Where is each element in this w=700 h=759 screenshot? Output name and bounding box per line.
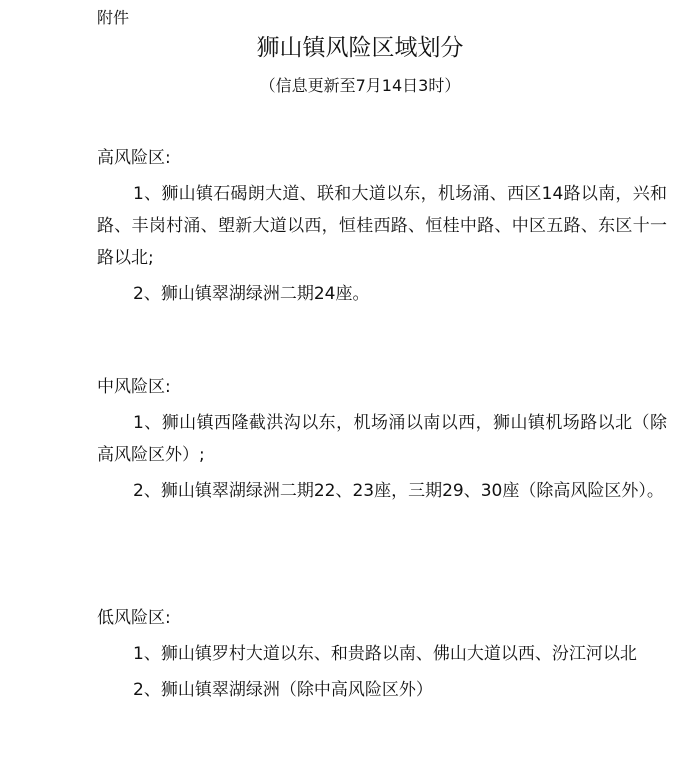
medium-risk-heading: 中风险区: <box>97 377 171 397</box>
attachment-label: 附件 <box>97 8 130 27</box>
low-risk-heading: 低风险区: <box>97 608 171 628</box>
low-risk-item-1: 1、狮山镇罗村大道以东、和贵路以南、佛山大道以西、汾江河以北 <box>133 644 637 664</box>
medium-risk-item-2: 2、狮山镇翠湖绿洲二期22、23座，三期29、30座（除高风险区外）。 <box>133 481 664 501</box>
update-time-subtitle: （信息更新至7月14日3时） <box>259 76 461 95</box>
low-risk-item-2: 2、狮山镇翠湖绿洲（除中高风险区外） <box>133 680 433 700</box>
high-risk-item-2: 2、狮山镇翠湖绿洲二期24座。 <box>133 284 370 304</box>
medium-risk-item-1: 1、狮山镇西隆截洪沟以东，机场涌以南以西，狮山镇机场路以北（除高风险区外）; <box>97 413 667 465</box>
low-risk-section <box>97 606 667 710</box>
high-risk-section <box>97 146 667 314</box>
high-risk-item-1: 1、狮山镇石碣朗大道、联和大道以东，机场涌、西区14路以南，兴和路、丰岗村涌、塱新大道以西，恒桂西路、恒桂中路、中区五路、东区十一路以北; <box>97 184 667 268</box>
medium-risk-section <box>97 375 667 511</box>
high-risk-heading: 高风险区: <box>97 148 171 168</box>
page-title: 狮山镇风险区域划分 <box>256 35 464 61</box>
